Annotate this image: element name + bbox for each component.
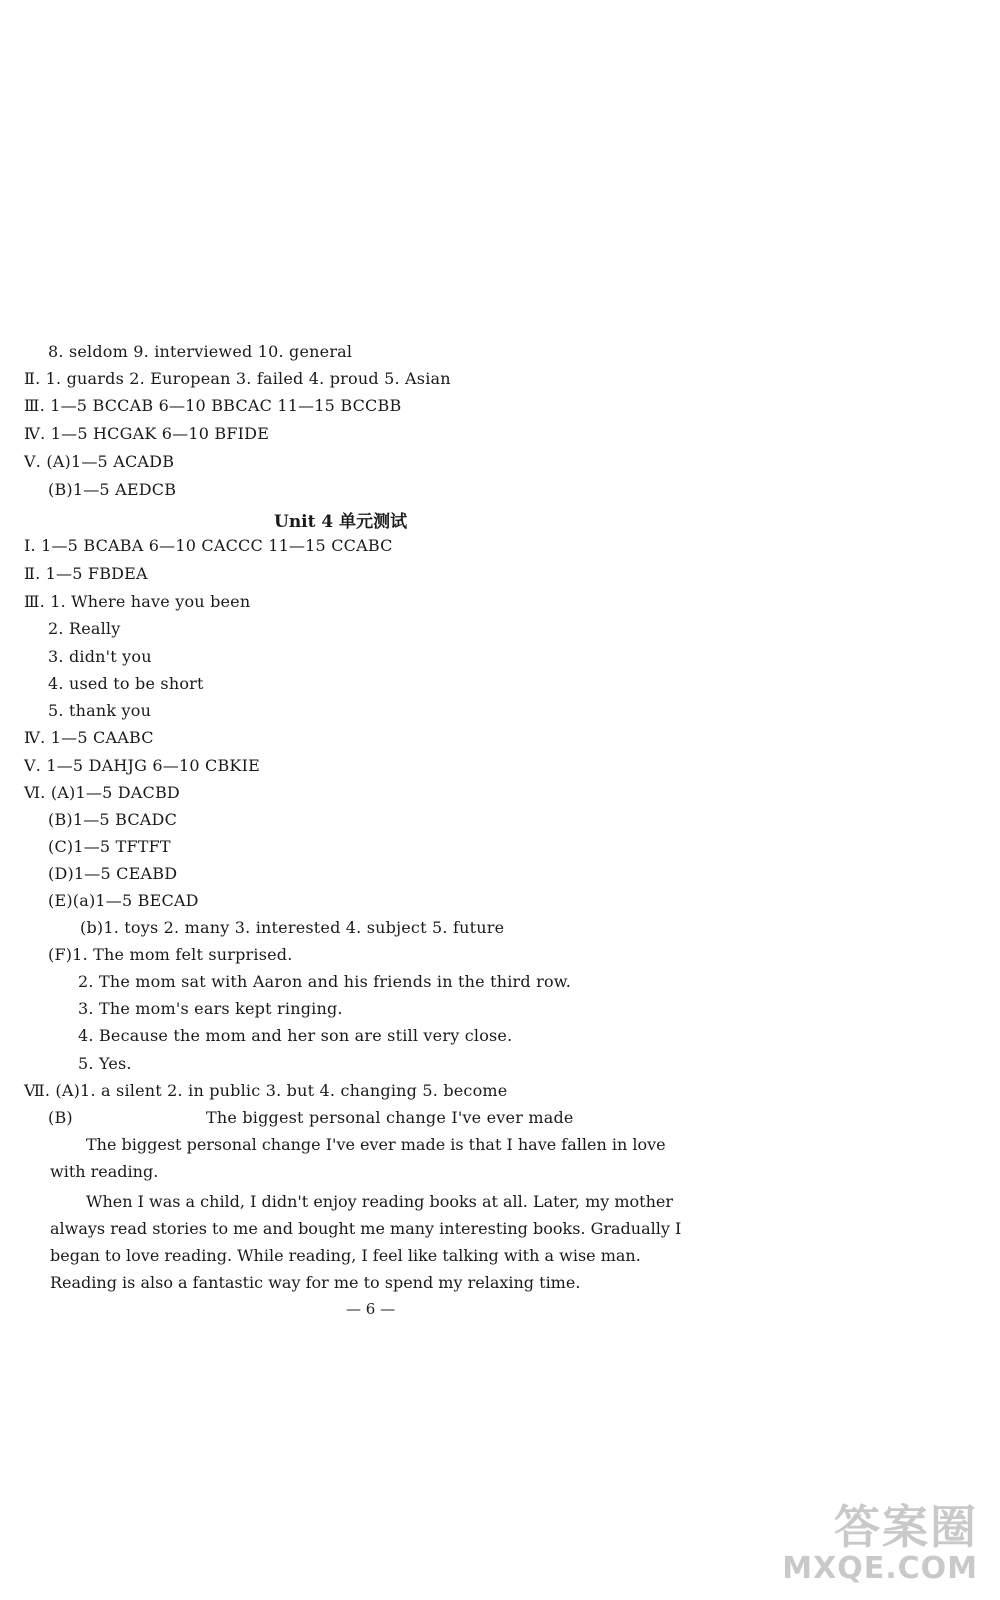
answer-line: (b)1. toys 2. many 3. interested 4. subject 5. future xyxy=(80,918,505,937)
answer-line: Ⅲ. 1—5 BCCAB 6—10 BBCAC 11—15 BCCBB xyxy=(24,396,402,415)
answer-line: Ⅳ. 1—5 CAABC xyxy=(24,728,154,747)
answer-line: Ⅲ. 1. Where have you been xyxy=(24,592,251,611)
answer-line: 3. didn't you xyxy=(48,647,152,666)
answer-line: (B)1—5 AEDCB xyxy=(48,480,177,499)
watermark xyxy=(782,1502,978,1586)
answer-line: 4. Because the mom and her son are still very close. xyxy=(78,1026,513,1045)
essay-paragraph: The biggest personal change I've ever made is that I have fallen in love with reading. xyxy=(50,1135,666,1181)
answer-line: Ⅵ. (A)1—5 DACBD xyxy=(24,783,180,802)
answer-line: 3. The mom's ears kept ringing. xyxy=(78,999,343,1018)
answer-line: 2. Really xyxy=(48,619,121,638)
answer-line: 4. used to be short xyxy=(48,674,204,693)
watermark-url: MXQE.COM xyxy=(782,1551,978,1586)
answer-line: Ⅰ. 1—5 BCABA 6—10 CACCC 11—15 CCABC xyxy=(24,536,393,555)
answer-line: 8. seldom 9. interviewed 10. general xyxy=(48,342,353,361)
answer-line: Ⅱ. 1. guards 2. European 3. failed 4. proud 5. Asian xyxy=(24,369,451,388)
answer-line: (B)1—5 BCADC xyxy=(48,810,178,829)
answer-line: 5. Yes. xyxy=(78,1054,132,1073)
answer-line: (F)1. The mom felt surprised. xyxy=(48,945,293,964)
answer-line: 2. The mom sat with Aaron and his friends in the third row. xyxy=(78,972,572,991)
answer-line: Ⅳ. 1—5 HCGAK 6—10 BFIDE xyxy=(24,424,270,443)
answer-line: 5. thank you xyxy=(48,701,152,720)
answer-line: Ⅱ. 1—5 FBDEA xyxy=(24,564,148,583)
answer-line: (D)1—5 CEABD xyxy=(48,864,178,883)
page-number: — 6 — xyxy=(346,1300,396,1318)
answer-line: (C)1—5 TFTFT xyxy=(48,837,171,856)
answer-line: (E)(a)1—5 BECAD xyxy=(48,891,199,910)
answer-line: Ⅴ. 1—5 DAHJG 6—10 CBKIE xyxy=(24,756,260,775)
answer-line: Ⅶ. (A)1. a silent 2. in public 3. but 4. changing 5. become xyxy=(24,1081,508,1100)
essay-title: The biggest personal change I've ever made xyxy=(206,1108,574,1127)
essay-paragraph: When I was a child, I didn't enjoy reading books at all. Later, my mother always read stories to me and bought me many interesting books. Gradually I began to love reading. While reading, I feel like talking with a wise man. Reading is also a fantastic way for me to spend my relaxing time. xyxy=(50,1192,682,1292)
answer-line: (B) xyxy=(48,1108,73,1127)
answer-line: Ⅴ. (A)1—5 ACADB xyxy=(24,452,175,471)
unit-heading: Unit 4 单元测试 xyxy=(274,512,408,532)
watermark-logo-text: 答案圈 xyxy=(834,1500,978,1554)
